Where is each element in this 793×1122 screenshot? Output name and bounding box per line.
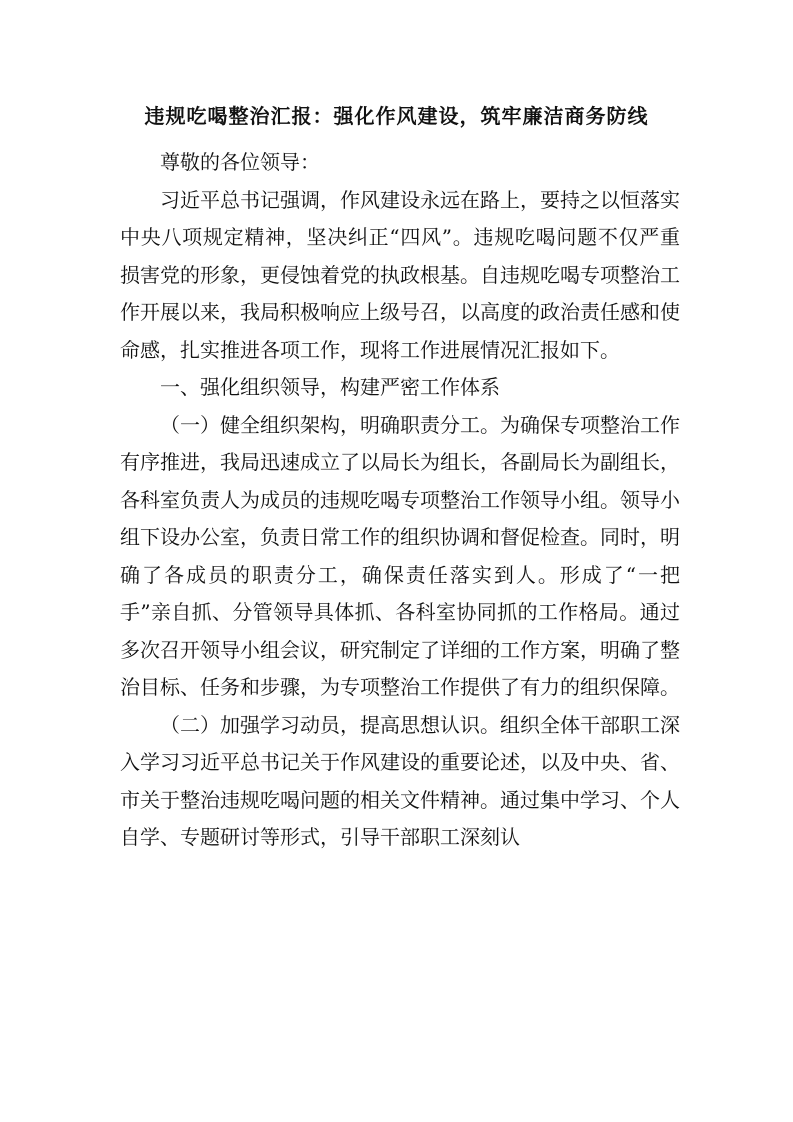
document-body (120, 144, 680, 857)
salutation: 尊敬的各位领导： (160, 150, 320, 174)
paragraph-subsection-2: （二）加强学习动员，提高思想认识。组织全体干部职工深入学习习近平总书记关于作风建设的重要论述，以及中央、省、市关于整治违规吃喝问题的相关文件精神。通过集中学习、个人自学、专题研讨等形式，引导干部职工深刻认 (120, 712, 680, 849)
section-heading-1: 一、强化组织领导，构建严密工作体系 (160, 375, 500, 399)
paragraph-intro: 习近平总书记强调，作风建设永远在路上，要持之以恒落实中央八项规定精神，坚决纠正“四风”。违规吃喝问题不仅严重损害党的形象，更侵蚀着党的执政根基。自违规吃喝专项整治工作开展以来，我局积极响应上级号召，以高度的政治责任感和使命感，扎实推进各项工作，现将工作进展情况汇报如下。 (120, 187, 680, 362)
document-title: 违规吃喝整治汇报：强化作风建设，筑牢廉洁商务防线 (144, 104, 649, 128)
paragraph-subsection-1: （一）健全组织架构，明确职责分工。为确保专项整治工作有序推进，我局迅速成立了以局长为组长，各副局长为副组长，各科室负责人为成员的违规吃喝专项整治工作领导小组。领导小组下设办公室，负责日常工作的组织协调和督促检查。同时，明确了各成员的职责分工，确保责任落实到人。形成了“一把手”亲自抓、分管领导具体抓、各科室协同抓的工作格局。通过多次召开领导小组会议，研究制定了详细的工作方案，明确了整治目标、任务和步骤，为专项整治工作提供了有力的组织保障。 (120, 412, 680, 699)
